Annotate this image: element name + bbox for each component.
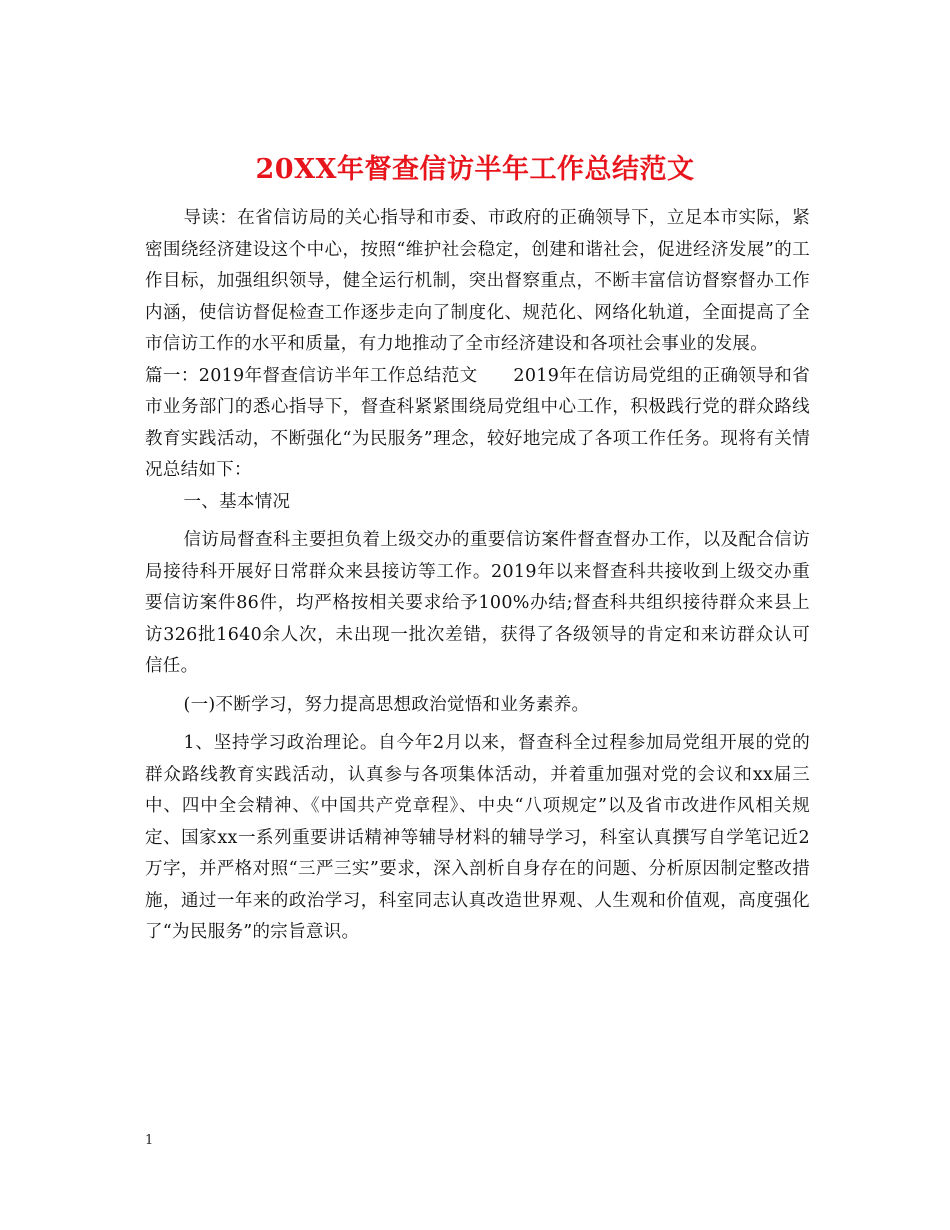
document-title: 20XX年督查信访半年工作总结范文 [255,154,695,186]
basic-situation-paragraph: 信访局督查科主要担负着上级交办的重要信访案件督查督办工作，以及配合信访局接待科开展好日常群众来县接访等工作。2019年以来督查科共接收到上级交办重要信访案件86件，均严格按相关要求给予100%办结;督查科共组织接待群众来县上访326批1640余人次，未出现一批次差错，获得了各级领导的肯定和来访群众认可信任。 [145,530,810,676]
basic-situation-heading: 一、基本情况 [183,491,291,512]
section-one-paragraph: 篇一：2019年督查信访半年工作总结范文 2019年在信访局党组的正确领导和省市业务部门的悉心指导下，督查科紧紧围绕局党组中心工作，积极践行党的群众路线教育实践活动，不断强化“为民服务”理念，较好地完成了各项工作任务。现将有关情况总结如下： [145,365,810,480]
subsection-heading: (一)不断学习，努力提高思想政治觉悟和业务素养。 [183,694,590,715]
political-theory-paragraph: 1、坚持学习政治理论。自今年2月以来，督查科全过程参加局党组开展的党的群众路线教育实践活动，认真参与各项集体活动，并着重加强对党的会议和xx届三中、四中全会精神、《中国共产党章程》、中央“八项规定”以及省市改进作风相关规定、国家xx一系列重要讲话精神等辅导材料的辅导学习，科室认真撰写自学笔记近2万字，并严格对照“三严三实”要求，深入剖析自身存在的问题、分析原因制定整改措施，通过一年来的政治学习，科室同志认真改造世界观、人生观和价值观，高度强化了“为民服务”的宗旨意识。 [145,733,810,942]
page-number: 1 [145,1133,154,1148]
intro-paragraph: 导读：在省信访局的关心指导和市委、市政府的正确领导下，立足本市实际，紧密围绕经济建设这个中心，按照“维护社会稳定，创建和谐社会，促进经济发展”的工作目标，加强组织领导，健全运行机制，突出督察重点，不断丰富信访督察督办工作内涵，使信访督促检查工作逐步走向了制度化、规范化、网络化轨道，全面提高了全市信访工作的水平和质量，有力地推动了全市经济建设和各项社会事业的发展。 [145,208,810,354]
document-body [145,203,810,949]
